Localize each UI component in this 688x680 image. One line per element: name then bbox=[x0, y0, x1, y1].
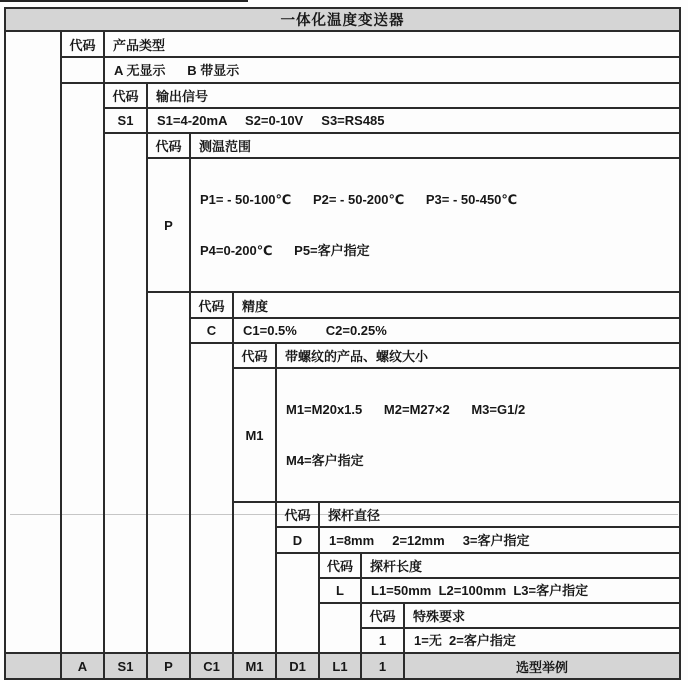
empty-cell-level5-column bbox=[233, 502, 276, 653]
level2-options-line1: S1=4-20mA S2=0-10V S3=RS485 bbox=[157, 113, 385, 128]
level6-code-value: D bbox=[276, 527, 319, 553]
example-cell-accuracy: C1 bbox=[190, 653, 233, 679]
table-title: 一体化温度变送器 bbox=[5, 8, 680, 31]
level5-options-line1: M1=M20x1.5 M2=M27×2 M3=G1/2 bbox=[286, 402, 526, 417]
example-cell-probe-length: L1 bbox=[319, 653, 361, 679]
level8-code-value: 1 bbox=[361, 628, 404, 653]
level2-code-label: 代码 bbox=[104, 83, 147, 108]
level4-code-label: 代码 bbox=[190, 292, 233, 318]
example-cell-special: 1 bbox=[361, 653, 404, 679]
level7-options-line1: L1=50mm L2=100mm L3=客户指定 bbox=[371, 583, 589, 598]
level3-options-line2: P4=0-200℃ P5=客户指定 bbox=[200, 243, 370, 258]
level3-options bbox=[190, 158, 680, 292]
level1-name: 产品类型 bbox=[104, 31, 680, 57]
example-cell-thread: M1 bbox=[233, 653, 276, 679]
level4-options-line1: C1=0.5% C2=0.25% bbox=[243, 323, 387, 338]
empty-cell-level2-column bbox=[104, 133, 147, 653]
example-cell-output-signal: S1 bbox=[104, 653, 147, 679]
example-cell-temp-range: P bbox=[147, 653, 190, 679]
level8-options-line1: 1=无 2=客户指定 bbox=[414, 633, 516, 648]
level4-options bbox=[233, 318, 680, 343]
level6-options bbox=[319, 527, 680, 553]
level6-code-label: 代码 bbox=[276, 502, 319, 527]
level7-options bbox=[361, 578, 680, 603]
level8-options bbox=[404, 628, 680, 653]
empty-cell-level1-column bbox=[61, 83, 104, 653]
level1-options-line1: A 无显示 B 带显示 bbox=[114, 62, 240, 78]
example-row-label: 选型举例 bbox=[404, 653, 680, 679]
level1-code-label: 代码 bbox=[61, 31, 104, 57]
level6-name: 探杆直径 bbox=[319, 502, 680, 527]
level3-options-line1: P1= - 50-100℃ P2= - 50-200℃ P3= - 50-450℃ bbox=[200, 192, 518, 207]
example-cell-product-type: A bbox=[61, 653, 104, 679]
level2-name: 输出信号 bbox=[147, 83, 680, 108]
level8-code-label: 代码 bbox=[361, 603, 404, 628]
level3-code-value: P bbox=[147, 158, 190, 292]
level7-name: 探杆长度 bbox=[361, 553, 680, 578]
empty-cell-level4-column bbox=[190, 343, 233, 653]
level3-code-label: 代码 bbox=[147, 133, 190, 158]
level4-code-value: C bbox=[190, 318, 233, 343]
example-cell-blank bbox=[5, 653, 61, 679]
level5-code-label: 代码 bbox=[233, 343, 276, 368]
level4-name: 精度 bbox=[233, 292, 680, 318]
empty-cell-level7-column bbox=[319, 603, 361, 653]
level1-code-value bbox=[61, 57, 104, 83]
level2-code-value: S1 bbox=[104, 108, 147, 133]
model-selection-table bbox=[4, 7, 681, 680]
level2-options bbox=[147, 108, 680, 133]
level5-code-value: M1 bbox=[233, 368, 276, 502]
level5-options bbox=[276, 368, 680, 502]
empty-cell-left-column bbox=[5, 31, 61, 653]
level5-options-line2: M4=客户指定 bbox=[286, 453, 364, 468]
level1-options bbox=[104, 57, 680, 83]
level6-options-line1: 1=8mm 2=12mm 3=客户指定 bbox=[329, 532, 530, 548]
empty-cell-level6-column bbox=[276, 553, 319, 653]
level8-name: 特殊要求 bbox=[404, 603, 680, 628]
example-cell-probe-diameter: D1 bbox=[276, 653, 319, 679]
empty-cell-level3-column bbox=[147, 292, 190, 653]
level7-code-value: L bbox=[319, 578, 361, 603]
level5-name: 带螺纹的产品、螺纹大小 bbox=[276, 343, 680, 368]
level7-code-label: 代码 bbox=[319, 553, 361, 578]
scan-artifact-top-line bbox=[0, 0, 248, 2]
level3-name: 测温范围 bbox=[190, 133, 680, 158]
